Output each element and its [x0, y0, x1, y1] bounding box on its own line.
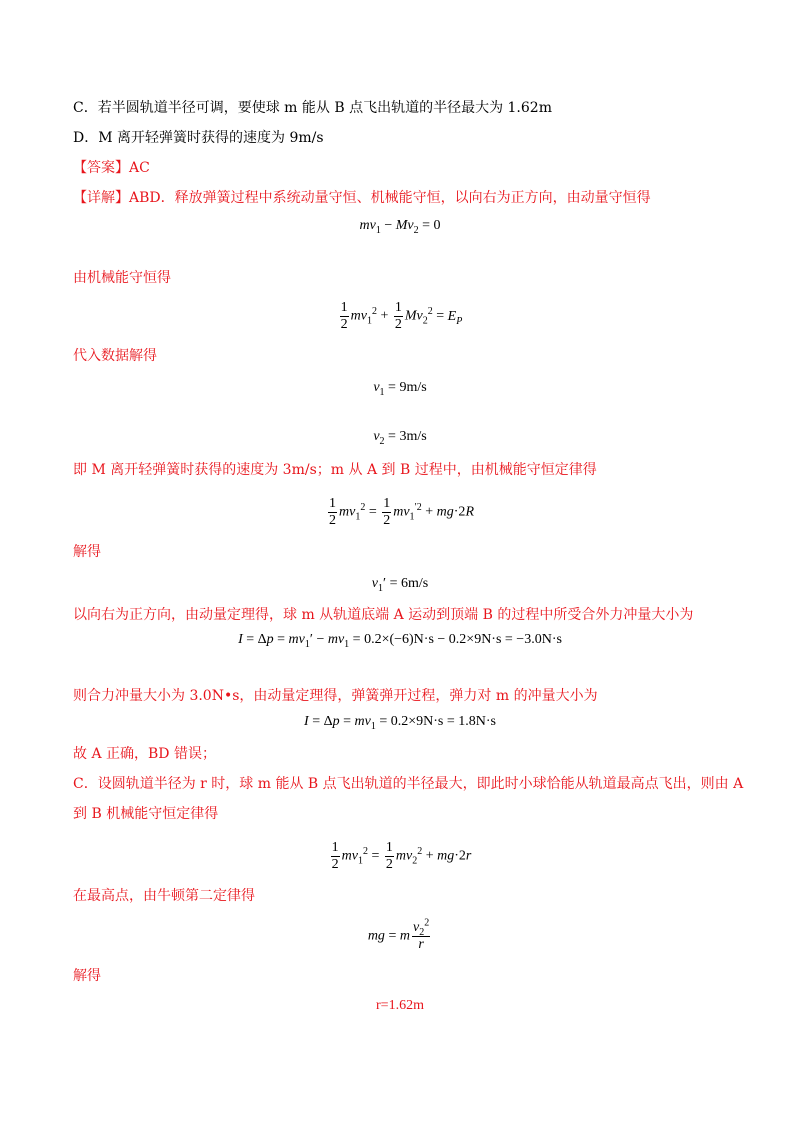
- option-d: D．M 离开轻弹簧时获得的速度为 9m/s: [73, 130, 324, 146]
- eq-momentum: $mv_1 - Mv_2 = 0$: [359, 218, 441, 236]
- solve-line-2: 解得: [73, 968, 101, 984]
- momentum-theorem-line: 以向右为正方向，由动量定理得，球 m 从轨道底端 A 运动到顶端 B 的过程中所受合外力冲量大小为: [73, 607, 694, 623]
- eq-v1-prime: $v_1' = 6m/s$: [371, 576, 429, 594]
- result-line: r=1.62m: [376, 998, 424, 1013]
- option-c: C．若半圆轨道半径可调，要使球 m 能从 B 点飞出轨道的半径最大为 1.62m: [73, 100, 552, 116]
- impulse-total-line: 则合力冲量大小为 3.0N•s，由动量定理得，弹簧弹开过程，弹力对 m 的冲量大小为: [73, 688, 598, 704]
- part-c-line-1: C．设圆轨道半径为 r 时，球 m 能从 B 点飞出轨道的半径最大，即此时小球恰能从轨道最高点飞出，则由 A: [73, 776, 744, 792]
- answer-label: 【答案】AC: [73, 160, 150, 176]
- solve-line-1: 解得: [73, 544, 101, 560]
- eq-impulse-2: $I = \Delta p = mv_1 = 0.2\times 9N\cdot s = 1.8N\cdot s$: [304, 714, 496, 732]
- eq-impulse-1: $I = \Delta p = mv_1' - mv_1 = 0.2\times(-6)N\cdot s - 0.2\times 9N\cdot s = -3.0N\cdot s$: [238, 632, 562, 650]
- eq-energy-ab-r: $\frac{1}{2}$ $mv_1^2$ = $\frac{1}{2}$ $mv_2^2 + mg\cdot 2r$: [331, 840, 472, 872]
- top-point-line: 在最高点，由牛顿第二定律得: [73, 888, 255, 904]
- eq-newton: mg = m $\frac{v_2^2}{r}$: [367, 917, 430, 952]
- eq-energy: $\frac{1}{2}$ $mv_1^2$ + $\frac{1}{2}$ $Mv_2^2 = E_P$: [340, 300, 463, 332]
- eq-v1: $v_1 = 9m/s$: [373, 380, 427, 398]
- energy-intro: 由机械能守恒得: [73, 270, 171, 286]
- detail-intro: 【详解】ABD．释放弹簧过程中系统动量守恒、机械能守恒，以向右为正方向，由动量守恒得: [73, 190, 651, 206]
- conclusion-line: 故 A 正确，BD 错误；: [73, 746, 216, 762]
- part-c-line-2: 到 B 机械能守恒定律得: [73, 806, 219, 822]
- eq-v2: $v_2 = 3m/s$: [373, 429, 427, 447]
- eq-energy-ab: $\frac{1}{2}$ $mv_1^2$ = $\frac{1}{2}$ $mv_1^{'2} + mg\cdot 2R$: [328, 496, 474, 528]
- m-speed-line: 即 M 离开轻弹簧时获得的速度为 3m/s；m 从 A 到 B 过程中，由机械能守恒定律得: [73, 462, 597, 478]
- substitute-line: 代入数据解得: [73, 348, 157, 364]
